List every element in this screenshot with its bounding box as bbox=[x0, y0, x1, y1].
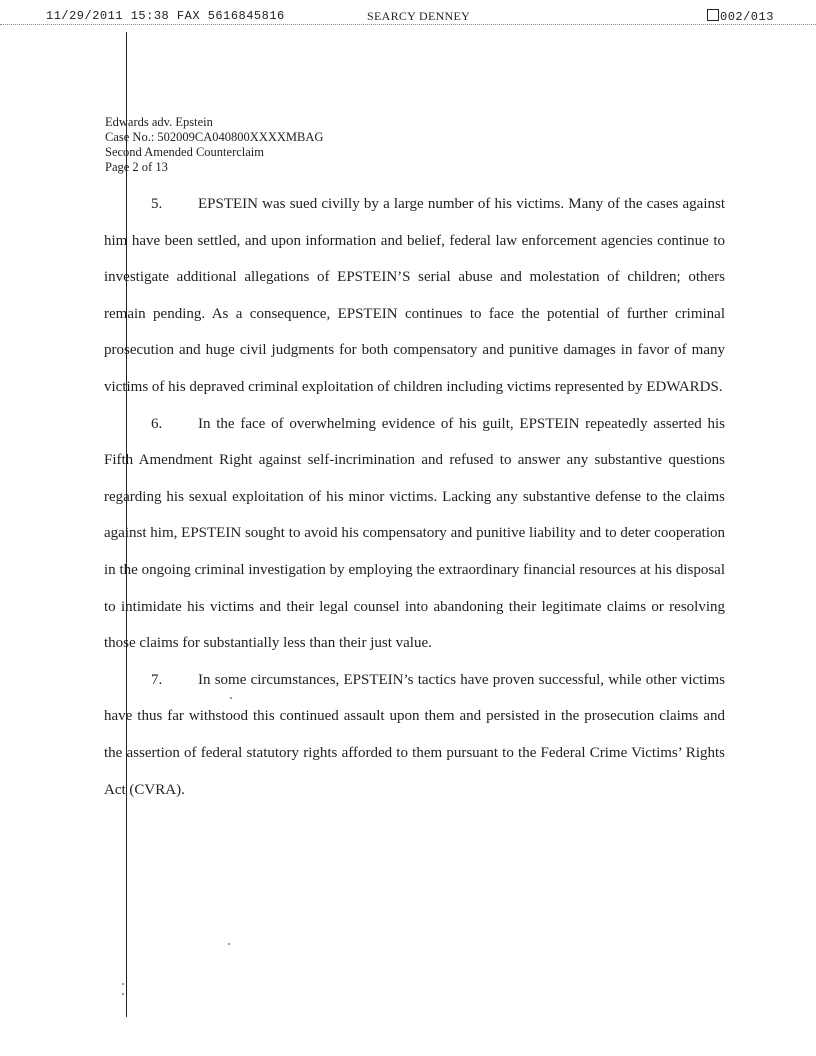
paragraph-text: EPSTEIN was sued civilly by a large number of his victims. Many of the cases against him have been settled, and upon information and belief, federal law enforcement agencies continue to investigate additional allegations of EPSTEIN’S serial abuse and molestation of children; others remain pending. As a consequence, EPSTEIN continues to face the potential of further criminal prosecution and huge civil judgments for both compensatory and punitive damages in favor of many victims of his depraved criminal exploitation of children including victims represented by EDWARDS. bbox=[104, 196, 725, 395]
scan-speck bbox=[230, 697, 232, 699]
paragraph-text: In the face of overwhelming evidence of his guilt, EPSTEIN repeatedly asserted his Fifth Amendment Right against self-incrimination and refused to answer any substantive questions regarding his sexual exploitation of his minor victims. Lacking any substantive defense to the claims against him, EPSTEIN sought to avoid his compensatory and punitive liability and to deter cooperation in the ongoing criminal investigation by employing the extraordinary financial resources at his disposal to intimidate his victims and their legal counsel into abandoning their legitimate claims or resolving those claims for substantially less than their just value. bbox=[104, 415, 725, 652]
paragraph-text: In some circumstances, EPSTEIN’s tactics have proven successful, while other victims have thus far withstood this continued assault upon them and persisted in the prosecution claims and the assertion of federal statutory rights afforded to them pursuant to the Federal Crime Victims’ Rights Act (CVRA). bbox=[104, 671, 725, 798]
paragraph-number: 7. bbox=[151, 671, 163, 688]
fax-page-count-text: 002/013 bbox=[720, 10, 774, 24]
caption-case-number: Case No.: 502009CA040800XXXXMBAG bbox=[105, 130, 324, 144]
paragraph-number: 5. bbox=[151, 196, 163, 212]
paragraph-5 bbox=[104, 186, 725, 406]
paragraph-number: 6. bbox=[151, 415, 163, 432]
caption-parties: Edwards adv. Epstein bbox=[105, 115, 213, 129]
fax-page-icon bbox=[707, 9, 719, 21]
scan-speck bbox=[228, 943, 230, 945]
fax-page-count bbox=[707, 9, 774, 24]
document-body bbox=[104, 186, 725, 808]
paragraph-6 bbox=[104, 406, 725, 662]
scan-speck bbox=[122, 983, 124, 985]
scan-speck bbox=[122, 993, 124, 995]
paragraph-7 bbox=[104, 662, 725, 808]
caption-document-title: Second Amended Counterclaim bbox=[105, 145, 264, 159]
caption-page-number: Page 2 of 13 bbox=[105, 160, 168, 174]
case-caption bbox=[105, 115, 323, 175]
fax-header bbox=[0, 0, 816, 25]
fax-datetime-number: 11/29/2011 15:38 FAX 5616845816 bbox=[46, 9, 285, 23]
fax-sender: SEARCY DENNEY bbox=[367, 9, 471, 23]
